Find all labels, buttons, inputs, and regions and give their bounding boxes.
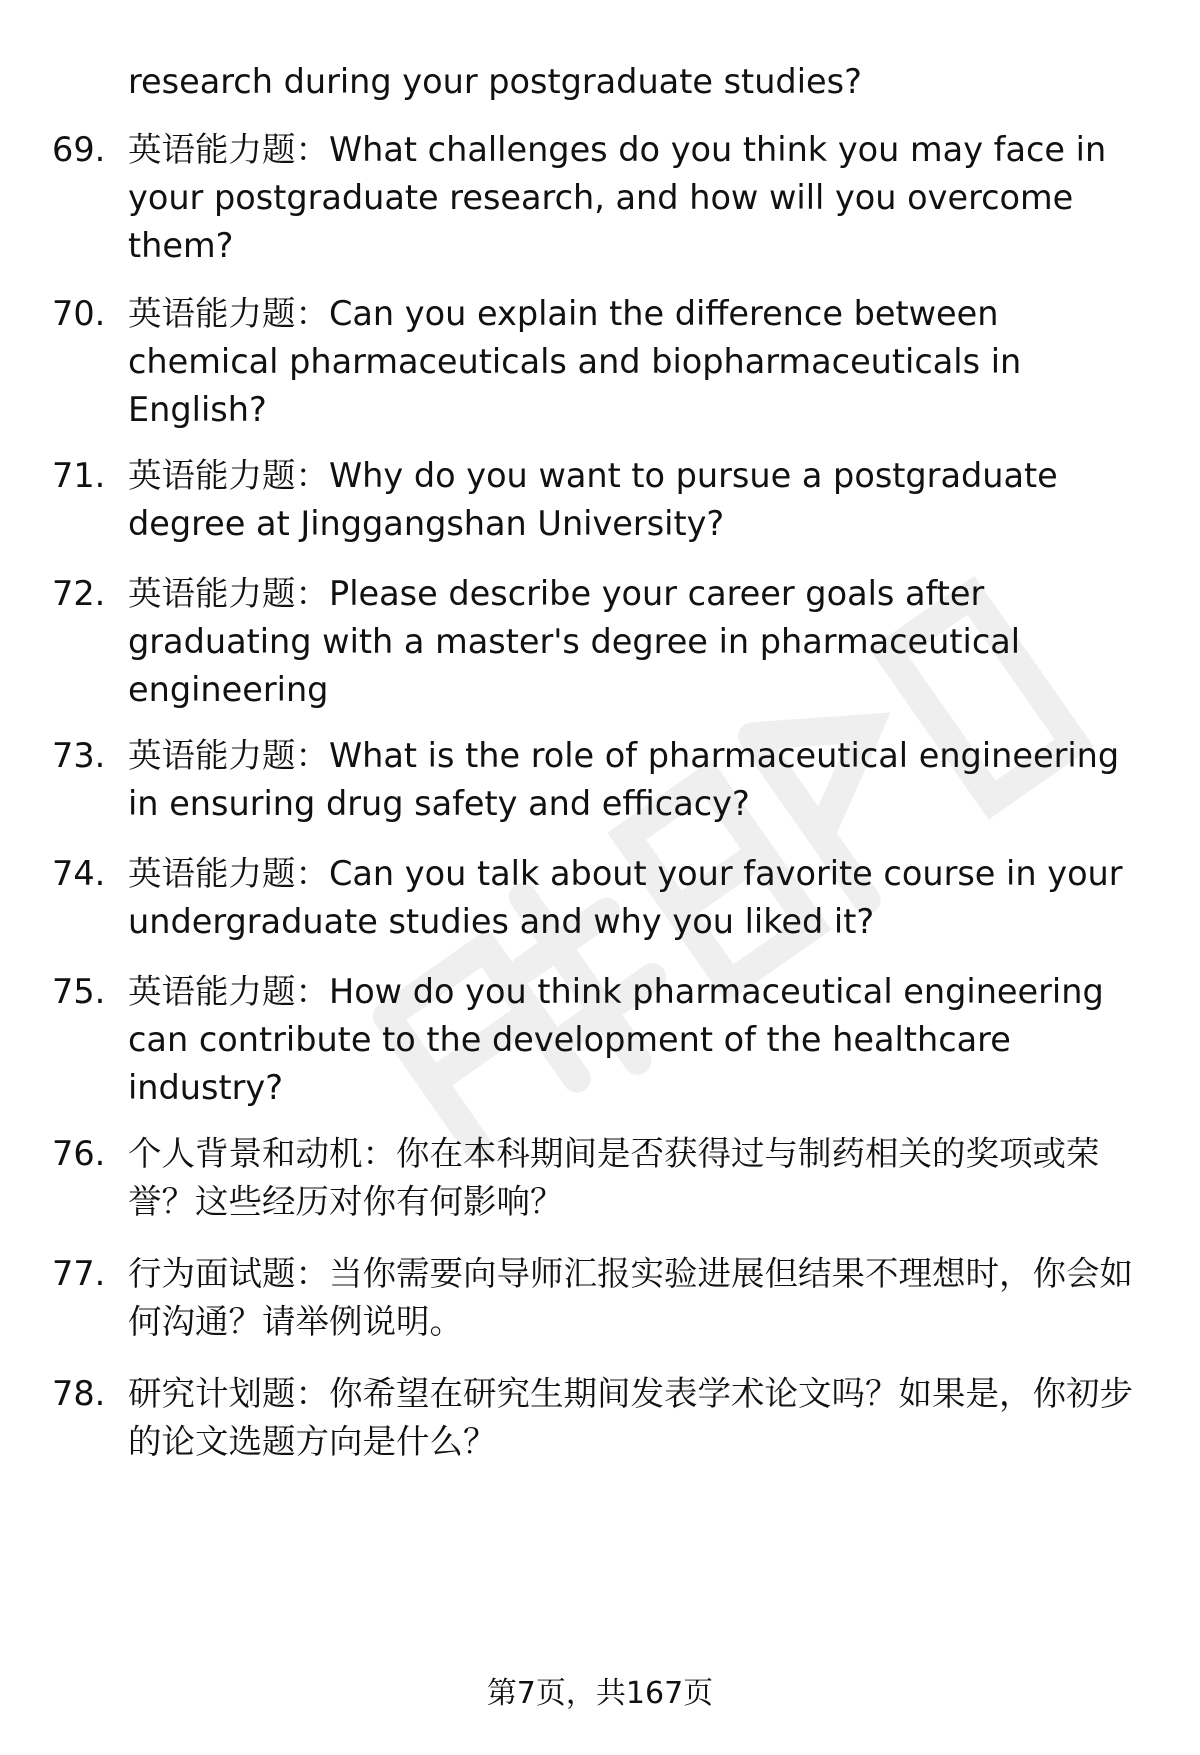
question-number: 74. xyxy=(52,854,106,893)
question-text: 英语能力题：Please describe your career goals after graduating with a master's degree in pharmaceutical engineering xyxy=(128,574,1021,709)
question-text: 英语能力题：Can you explain the difference between chemical pharmaceuticals and biopharmaceuticals in English? xyxy=(128,294,1022,429)
question-text: 个人背景和动机：你在本科期间是否获得过与制药相关的奖项或荣誉？这些经历对你有何影响？ xyxy=(128,1134,1100,1221)
page-number-footer: 第7页，共167页 xyxy=(486,1676,714,1711)
question-number: 72. xyxy=(52,574,106,613)
continued-question-text: research during your postgraduate studies? xyxy=(128,62,862,101)
question-text: 英语能力题：How do you think pharmaceutical engineering can contribute to the development of the healthcare industry? xyxy=(128,972,1104,1107)
question-number: 76. xyxy=(52,1134,106,1173)
question-text: 英语能力题：Why do you want to pursue a postgraduate degree at Jinggangshan University? xyxy=(128,456,1058,543)
question-number: 77. xyxy=(52,1254,106,1293)
question-text: 英语能力题：What challenges do you think you may face in your postgraduate research, and how will you overcome them? xyxy=(128,130,1107,265)
question-number: 78. xyxy=(52,1374,106,1413)
question-number: 75. xyxy=(52,972,106,1011)
question-text: 行为面试题：当你需要向导师汇报实验进展但结果不理想时，你会如何沟通？请举例说明。 xyxy=(128,1254,1133,1341)
question-number: 69. xyxy=(52,130,106,169)
question-text: 英语能力题：Can you talk about your favorite course in your undergraduate studies and why you liked it? xyxy=(128,854,1123,941)
question-text: 英语能力题：What is the role of pharmaceutical engineering in ensuring drug safety and efficacy? xyxy=(128,736,1120,823)
question-number: 70. xyxy=(52,294,106,333)
question-number: 71. xyxy=(52,456,106,495)
question-text: 研究计划题：你希望在研究生期间发表学术论文吗？如果是，你初步的论文选题方向是什么？ xyxy=(128,1374,1133,1461)
question-number: 73. xyxy=(52,736,106,775)
